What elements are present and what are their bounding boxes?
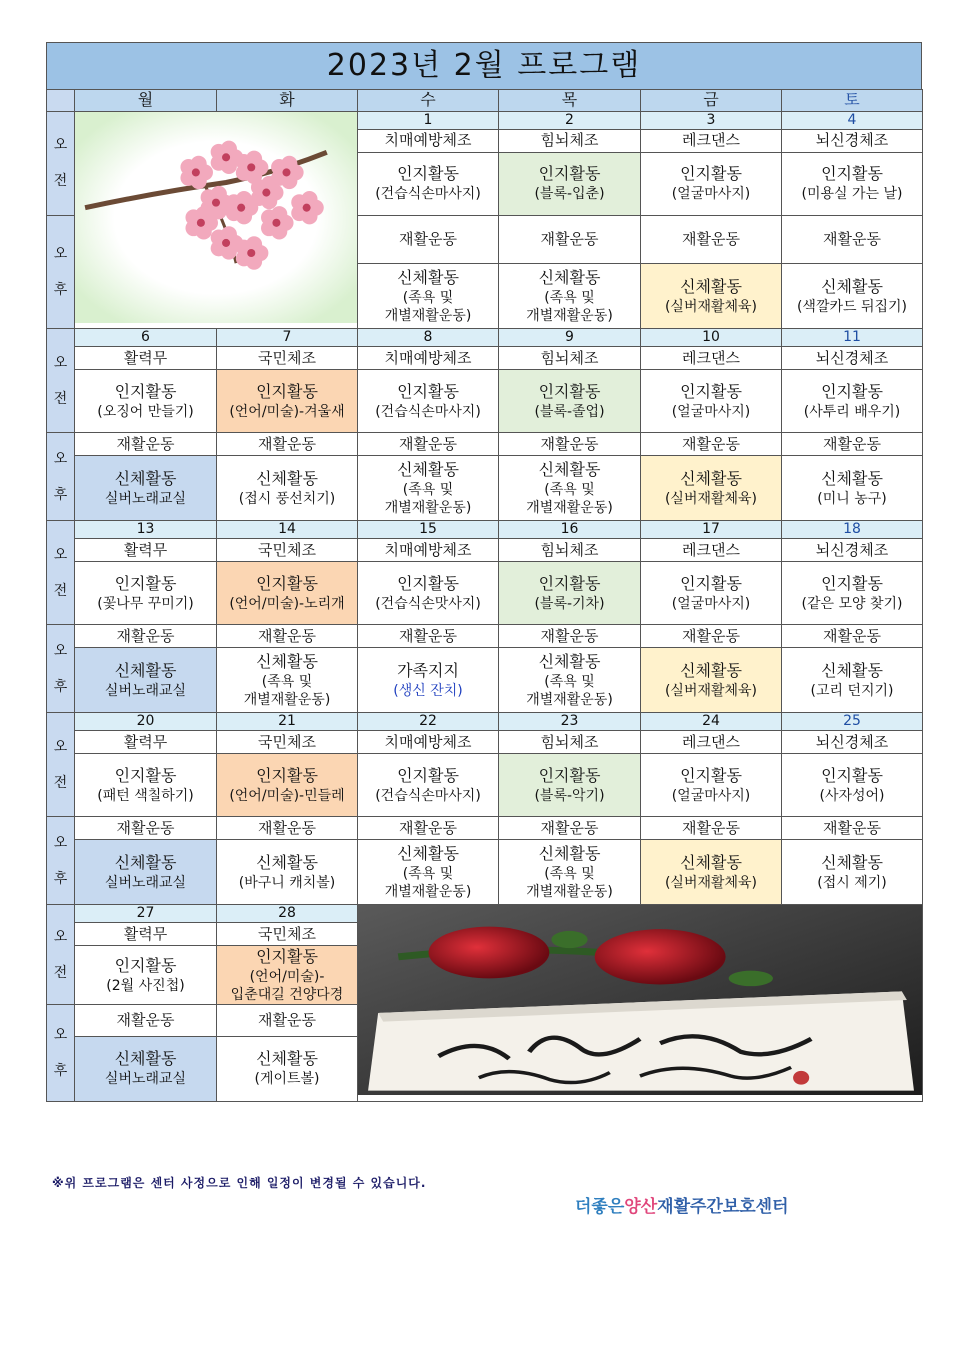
activity-title: 신체활동 xyxy=(680,660,742,680)
program-cell: 레크댄스 xyxy=(641,129,782,152)
activity-detail: (같은 모양 찾기) xyxy=(801,595,903,612)
activity-detail: (실버재활체육) xyxy=(664,490,758,507)
program-cell: 국민체조 xyxy=(217,923,358,946)
activity-detail: (2월 사진첩) xyxy=(106,977,185,994)
activity-detail-2: 입춘대길 건양다경 xyxy=(230,986,344,1003)
date-cell: 11 xyxy=(782,329,923,347)
activity-detail: (족욕 및 xyxy=(402,865,454,882)
activity-cell xyxy=(217,840,358,905)
activity-cell xyxy=(782,754,923,817)
program-cell: 활력무 xyxy=(75,923,217,946)
activity-detail: (족욕 및 xyxy=(261,673,313,690)
week-row xyxy=(47,905,923,923)
period-label-pm: 오 후 xyxy=(47,817,75,905)
program-cell: 재활운동 xyxy=(499,625,641,648)
activity-title: 인지활동 xyxy=(538,573,601,593)
program-cell: 재활운동 xyxy=(641,433,782,456)
activity-cell xyxy=(217,648,358,713)
activity-title: 인지활동 xyxy=(397,381,459,401)
activity-cell xyxy=(782,562,923,625)
activity-detail-2: 개별재활운동) xyxy=(384,307,472,324)
program-cell: 치매예방체조 xyxy=(358,539,499,562)
program-cell: 힘뇌체조 xyxy=(499,129,641,152)
activity-title: 인지활동 xyxy=(114,573,177,593)
date-cell: 13 xyxy=(75,521,217,539)
activity-cell xyxy=(358,456,499,521)
activity-title: 가족지지 xyxy=(397,660,459,680)
activity-detail: (블록-졸업) xyxy=(534,403,605,420)
period-label-am: 오 전 xyxy=(47,521,75,625)
date-cell: 28 xyxy=(217,905,358,923)
pm-activity-row xyxy=(47,648,923,713)
am-program-row xyxy=(47,731,923,754)
activity-detail: (블록-악기) xyxy=(534,787,605,804)
program-cell: 뇌신경체조 xyxy=(782,129,923,152)
activity-title: 인지활동 xyxy=(821,573,883,593)
date-cell: 24 xyxy=(641,713,782,731)
activity-detail: (생신 잔치) xyxy=(393,682,463,699)
activity-cell xyxy=(499,152,641,215)
program-cell: 재활운동 xyxy=(75,1005,217,1036)
activity-cell xyxy=(217,946,358,1005)
weekday-mon: 월 xyxy=(75,90,217,112)
activity-detail-2: 개별재활운동) xyxy=(526,691,613,708)
activity-detail: (얼굴마사지) xyxy=(671,595,751,612)
activity-cell xyxy=(641,264,782,329)
activity-title: 신체활동 xyxy=(256,468,318,488)
activity-cell xyxy=(641,152,782,215)
activity-cell xyxy=(499,840,641,905)
date-cell: 2 xyxy=(499,111,641,129)
activity-cell xyxy=(499,456,641,521)
period-label-am: 오 전 xyxy=(47,713,75,817)
activity-cell xyxy=(75,370,217,433)
activity-detail: (언어/미술)-겨울새 xyxy=(229,403,345,420)
activity-title: 인지활동 xyxy=(397,573,459,593)
activity-title: 인지활동 xyxy=(680,381,742,401)
activity-title: 인지활동 xyxy=(680,164,742,184)
am-activity-row xyxy=(47,754,923,817)
activity-detail: (얼굴마사지) xyxy=(671,787,751,804)
activity-detail: 실버노래교실 xyxy=(104,1070,187,1087)
activity-title: 인지활동 xyxy=(680,765,742,785)
date-cell: 16 xyxy=(499,521,641,539)
date-cell: 9 xyxy=(499,329,641,347)
activity-title: 신체활동 xyxy=(114,468,177,488)
activity-detail: (족욕 및 xyxy=(544,865,595,882)
program-cell: 힘뇌체조 xyxy=(499,731,641,754)
date-cell: 15 xyxy=(358,521,499,539)
calendar-table xyxy=(46,89,923,1102)
week-row xyxy=(47,111,923,129)
rose-image xyxy=(358,905,922,1095)
program-cell: 재활운동 xyxy=(641,817,782,840)
am-activity-row xyxy=(47,370,923,433)
activity-detail: (족욕 및 xyxy=(544,673,595,690)
activity-detail: (미용실 가는 날) xyxy=(801,186,903,203)
activity-title: 신체활동 xyxy=(821,276,883,296)
activity-title: 신체활동 xyxy=(256,852,318,872)
program-cell: 재활운동 xyxy=(75,817,217,840)
program-cell: 재활운동 xyxy=(358,433,499,456)
activity-detail-2: 개별재활운동) xyxy=(526,499,613,516)
activity-detail: (게이트볼) xyxy=(254,1070,320,1087)
date-cell: 20 xyxy=(75,713,217,731)
activity-cell xyxy=(358,648,499,713)
date-cell: 23 xyxy=(499,713,641,731)
activity-title: 신체활동 xyxy=(397,459,459,479)
activity-detail-2: 개별재활운동) xyxy=(526,883,613,900)
activity-cell xyxy=(75,840,217,905)
weekday-wed: 수 xyxy=(358,90,499,112)
activity-cell xyxy=(358,754,499,817)
program-cell: 재활운동 xyxy=(641,215,782,264)
activity-title: 인지활동 xyxy=(256,946,318,966)
program-cell: 힘뇌체조 xyxy=(499,539,641,562)
activity-title: 신체활동 xyxy=(256,651,318,671)
activity-cell xyxy=(75,456,217,521)
activity-title: 인지활동 xyxy=(256,573,318,593)
date-cell: 27 xyxy=(75,905,217,923)
activity-cell xyxy=(358,840,499,905)
program-cell: 국민체조 xyxy=(217,539,358,562)
activity-title: 인지활동 xyxy=(680,573,742,593)
activity-title: 신체활동 xyxy=(680,852,742,872)
period-label-pm: 오 후 xyxy=(47,433,75,521)
activity-detail: (실버재활체육) xyxy=(664,298,758,315)
activity-title: 인지활동 xyxy=(397,164,459,184)
activity-cell xyxy=(75,1036,217,1101)
activity-detail: (언어/미술)-노리개 xyxy=(229,595,345,612)
date-cell: 18 xyxy=(782,521,923,539)
program-cell: 레크댄스 xyxy=(641,539,782,562)
activity-title: 신체활동 xyxy=(821,660,883,680)
program-cell: 활력무 xyxy=(75,539,217,562)
date-cell: 6 xyxy=(75,329,217,347)
pm-program-row xyxy=(47,433,923,456)
activity-cell xyxy=(641,562,782,625)
center-logo xyxy=(575,1192,789,1217)
activity-cell xyxy=(641,754,782,817)
am-program-row xyxy=(47,539,923,562)
program-cell: 뇌신경체조 xyxy=(782,539,923,562)
activity-detail-2: 개별재활운동) xyxy=(384,883,472,900)
period-label-am: 오 전 xyxy=(47,111,75,215)
activity-detail: 실버노래교실 xyxy=(104,490,187,507)
program-cell: 재활운동 xyxy=(75,625,217,648)
activity-detail: (얼굴마사지) xyxy=(671,403,751,420)
program-cell: 재활운동 xyxy=(217,625,358,648)
program-cell: 재활운동 xyxy=(499,215,641,264)
program-cell: 레크댄스 xyxy=(641,347,782,370)
program-cell: 재활운동 xyxy=(358,817,499,840)
activity-detail: 실버노래교실 xyxy=(104,874,187,891)
date-cell: 22 xyxy=(358,713,499,731)
program-cell: 뇌신경체조 xyxy=(782,347,923,370)
activity-detail: (건습식손마사지) xyxy=(375,787,481,804)
activity-title: 신체활동 xyxy=(680,276,742,296)
activity-detail: (언어/미술)-민들레 xyxy=(229,787,345,804)
activity-title: 신체활동 xyxy=(821,468,883,488)
weekday-header xyxy=(47,90,923,112)
activity-title: 신체활동 xyxy=(397,267,459,287)
activity-title: 신체활동 xyxy=(256,1049,318,1069)
pm-activity-row xyxy=(47,840,923,905)
program-cell: 힘뇌체조 xyxy=(499,347,641,370)
activity-detail: (패턴 색칠하기) xyxy=(97,787,194,804)
program-cell: 치매예방체조 xyxy=(358,731,499,754)
activity-detail: (고리 던지기) xyxy=(810,682,894,699)
activity-cell xyxy=(358,562,499,625)
activity-title: 인지활동 xyxy=(538,164,601,184)
activity-detail: (접시 풍선치기) xyxy=(238,490,336,507)
program-cell: 재활운동 xyxy=(499,817,641,840)
activity-cell xyxy=(782,648,923,713)
activity-title: 신체활동 xyxy=(397,843,459,863)
program-cell: 뇌신경체조 xyxy=(782,731,923,754)
activity-cell xyxy=(358,370,499,433)
activity-detail: (미니 농구) xyxy=(817,490,887,507)
program-cell: 활력무 xyxy=(75,347,217,370)
activity-detail: (실버재활체육) xyxy=(664,682,758,699)
activity-cell xyxy=(782,456,923,521)
schedule-notice: ※위 프로그램은 센터 사정으로 인해 일정이 변경될 수 있습니다. xyxy=(52,1176,427,1190)
decor-image-cell xyxy=(75,111,358,329)
activity-cell xyxy=(782,152,923,215)
activity-cell xyxy=(499,562,641,625)
page-title: 2023년 2월 프로그램 xyxy=(46,42,922,89)
date-cell: 14 xyxy=(217,521,358,539)
activity-detail: (실버재활체육) xyxy=(664,874,758,891)
activity-cell xyxy=(641,370,782,433)
period-label-pm: 오 후 xyxy=(47,1005,75,1101)
activity-title: 인지활동 xyxy=(114,765,177,785)
activity-detail: (사자성어) xyxy=(819,787,885,804)
program-cell: 재활운동 xyxy=(217,1005,358,1036)
activity-cell xyxy=(217,370,358,433)
activity-cell xyxy=(75,946,217,1005)
date-cell: 7 xyxy=(217,329,358,347)
week-row xyxy=(47,521,923,539)
program-cell: 재활운동 xyxy=(782,433,923,456)
activity-detail: (족욕 및 xyxy=(544,289,595,306)
activity-title: 인지활동 xyxy=(538,765,601,785)
activity-cell xyxy=(782,840,923,905)
activity-cell xyxy=(75,648,217,713)
activity-cell xyxy=(782,264,923,329)
weekday-thu: 목 xyxy=(499,90,641,112)
activity-detail: (족욕 및 xyxy=(544,481,595,498)
program-cell: 재활운동 xyxy=(217,817,358,840)
activity-cell xyxy=(75,562,217,625)
program-cell: 활력무 xyxy=(75,731,217,754)
activity-title: 인지활동 xyxy=(256,765,318,785)
activity-cell xyxy=(217,754,358,817)
activity-title: 신체활동 xyxy=(538,459,601,479)
pm-program-row xyxy=(47,625,923,648)
logo-text-3: 재활주간보호센터 xyxy=(657,1197,789,1217)
activity-cell xyxy=(782,370,923,433)
activity-cell xyxy=(358,152,499,215)
activity-title: 인지활동 xyxy=(538,381,601,401)
activity-detail: (바구니 캐치볼) xyxy=(238,874,336,891)
activity-detail: (색깔카드 뒤집기) xyxy=(796,298,908,315)
period-label-pm: 오 후 xyxy=(47,625,75,713)
calendar-sheet xyxy=(46,42,922,1102)
activity-title: 인지활동 xyxy=(821,381,883,401)
weekday-sat: 토 xyxy=(782,90,923,112)
activity-cell xyxy=(499,370,641,433)
activity-detail: (꽃나무 꾸미기) xyxy=(97,595,194,612)
activity-detail: (블록-입춘) xyxy=(534,186,605,203)
activity-title: 신체활동 xyxy=(114,852,177,872)
activity-title: 인지활동 xyxy=(114,955,177,975)
logo-text-2: 양산 xyxy=(624,1197,658,1217)
date-cell: 8 xyxy=(358,329,499,347)
program-cell: 국민체조 xyxy=(217,347,358,370)
activity-detail: (블록-기차) xyxy=(534,595,605,612)
activity-title: 신체활동 xyxy=(538,651,601,671)
pm-program-row xyxy=(47,817,923,840)
activity-cell xyxy=(499,754,641,817)
am-activity-row xyxy=(47,562,923,625)
program-cell: 국민체조 xyxy=(217,731,358,754)
activity-title: 인지활동 xyxy=(821,164,883,184)
am-program-row xyxy=(47,347,923,370)
activity-cell xyxy=(217,456,358,521)
activity-detail: 실버노래교실 xyxy=(104,682,187,699)
program-cell: 치매예방체조 xyxy=(358,347,499,370)
program-cell: 재활운동 xyxy=(782,625,923,648)
date-cell: 10 xyxy=(641,329,782,347)
activity-title: 신체활동 xyxy=(680,468,742,488)
period-label-am: 오 전 xyxy=(47,329,75,433)
activity-detail: (사투리 배우기) xyxy=(803,403,901,420)
period-label-am: 오 전 xyxy=(47,905,75,1005)
activity-detail: (오징어 만들기) xyxy=(97,403,194,420)
activity-title: 인지활동 xyxy=(397,765,459,785)
activity-cell xyxy=(217,562,358,625)
activity-cell xyxy=(641,456,782,521)
activity-cell xyxy=(75,754,217,817)
date-cell: 4 xyxy=(782,111,923,129)
activity-detail: (건습식손마사지) xyxy=(375,186,481,203)
date-cell: 1 xyxy=(358,111,499,129)
activity-detail: (족욕 및 xyxy=(402,481,454,498)
program-cell: 재활운동 xyxy=(641,625,782,648)
activity-title: 신체활동 xyxy=(538,843,601,863)
cherry-blossom-image xyxy=(75,112,357,324)
activity-detail: (얼굴마사지) xyxy=(671,186,751,203)
program-cell: 재활운동 xyxy=(782,215,923,264)
program-cell: 재활운동 xyxy=(75,433,217,456)
activity-detail: (접시 제기) xyxy=(817,874,887,891)
activity-title: 인지활동 xyxy=(256,381,318,401)
activity-detail: (건습식손마사지) xyxy=(375,403,481,420)
activity-title: 인지활동 xyxy=(821,765,883,785)
activity-detail-2: 개별재활운동) xyxy=(243,691,331,708)
activity-title: 신체활동 xyxy=(821,852,883,872)
decor-image-cell-2 xyxy=(358,905,923,1101)
program-cell: 재활운동 xyxy=(358,215,499,264)
activity-title: 신체활동 xyxy=(114,660,177,680)
pm-activity-row xyxy=(47,456,923,521)
program-cell: 재활운동 xyxy=(499,433,641,456)
activity-cell xyxy=(641,840,782,905)
program-cell: 치매예방체조 xyxy=(358,129,499,152)
activity-cell xyxy=(217,1036,358,1101)
activity-cell xyxy=(499,648,641,713)
activity-cell xyxy=(499,264,641,329)
activity-title: 신체활동 xyxy=(114,1049,177,1069)
activity-title: 신체활동 xyxy=(538,267,601,287)
program-cell: 재활운동 xyxy=(358,625,499,648)
weekday-tue: 화 xyxy=(217,90,358,112)
date-cell: 3 xyxy=(641,111,782,129)
activity-title: 인지활동 xyxy=(114,381,177,401)
activity-detail-2: 개별재활운동) xyxy=(384,499,472,516)
activity-detail: (족욕 및 xyxy=(402,289,454,306)
date-cell: 17 xyxy=(641,521,782,539)
activity-detail-2: 개별재활운동) xyxy=(526,307,613,324)
date-cell: 21 xyxy=(217,713,358,731)
logo-text-1: 더좋은 xyxy=(575,1197,625,1217)
activity-cell xyxy=(358,264,499,329)
weekday-fri: 금 xyxy=(641,90,782,112)
program-cell: 재활운동 xyxy=(782,817,923,840)
period-label-pm: 오 후 xyxy=(47,215,75,329)
activity-detail: (건습식손맛사지) xyxy=(375,595,481,612)
program-cell: 레크댄스 xyxy=(641,731,782,754)
program-cell: 재활운동 xyxy=(217,433,358,456)
activity-cell xyxy=(641,648,782,713)
week-row xyxy=(47,329,923,347)
week-row xyxy=(47,713,923,731)
date-cell: 25 xyxy=(782,713,923,731)
activity-detail: (언어/미술)- xyxy=(249,968,325,985)
